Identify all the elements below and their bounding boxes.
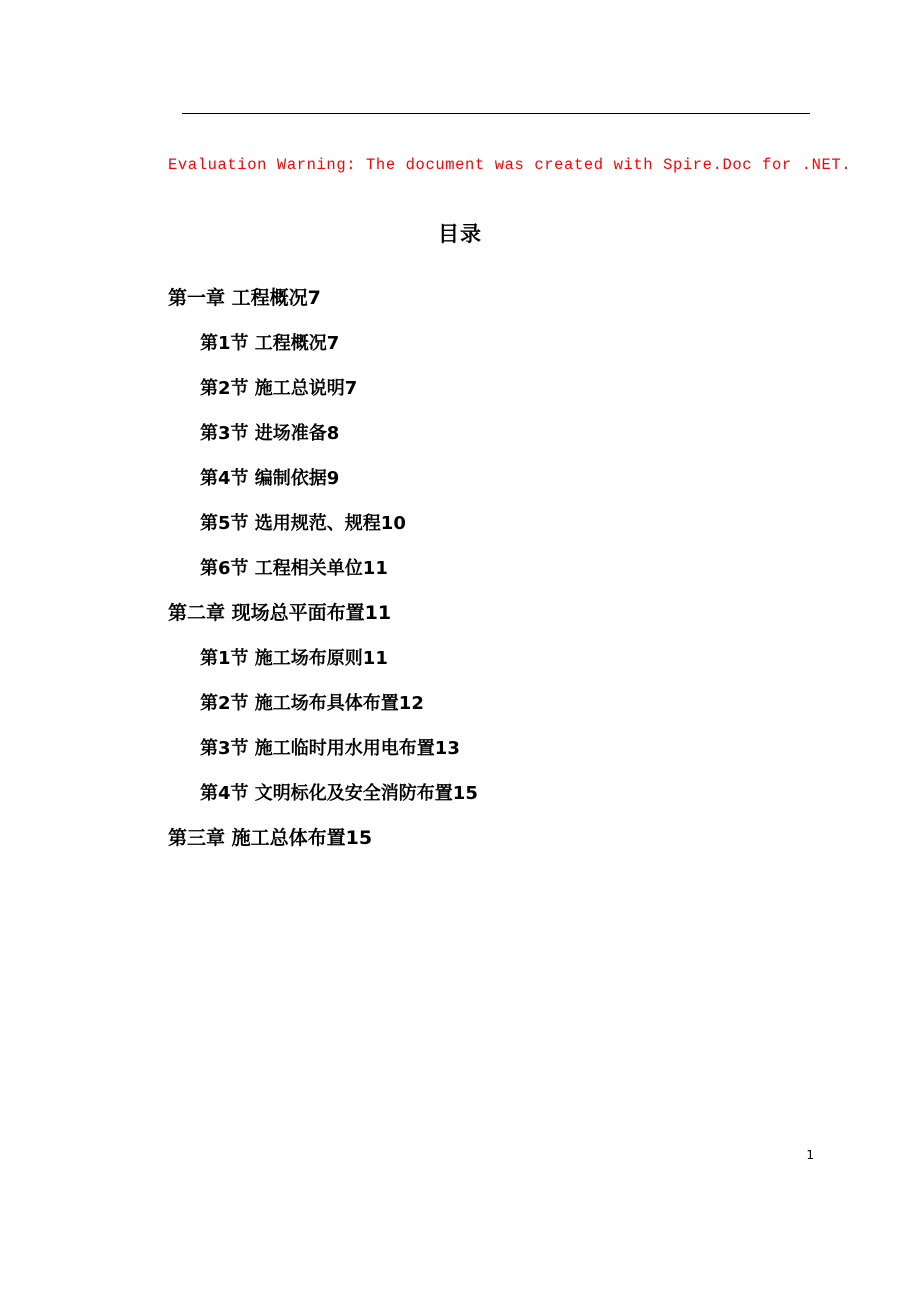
toc-entry-section[interactable]: 第3节 施工临时用水用电布置13	[200, 738, 460, 759]
page-number: 1	[806, 1148, 814, 1162]
toc-entry-section[interactable]: 第4节 编制依据9	[200, 468, 340, 489]
toc-entry-section[interactable]: 第2节 施工场布具体布置12	[200, 693, 424, 714]
toc-entry-chapter[interactable]: 第二章 现场总平面布置11	[168, 602, 392, 624]
table-of-contents-title: 目录	[438, 222, 482, 246]
toc-entry-chapter[interactable]: 第一章 工程概况7	[168, 287, 321, 309]
header-divider	[182, 113, 810, 114]
evaluation-warning-text: Evaluation Warning: The document was created with Spire.Doc for .NET.	[168, 156, 852, 174]
toc-entry-section[interactable]: 第3节 进场准备8	[200, 423, 340, 444]
toc-entry-section[interactable]: 第5节 选用规范、规程10	[200, 513, 406, 534]
table-of-contents	[0, 280, 920, 865]
toc-entry-section[interactable]: 第4节 文明标化及安全消防布置15	[200, 783, 478, 804]
toc-entry-section[interactable]: 第1节 施工场布原则11	[200, 648, 388, 669]
toc-entry-section[interactable]: 第2节 施工总说明7	[200, 378, 358, 399]
toc-entry-section[interactable]: 第6节 工程相关单位11	[200, 558, 388, 579]
toc-entry-section[interactable]: 第1节 工程概况7	[200, 333, 340, 354]
toc-entry-chapter[interactable]: 第三章 施工总体布置15	[168, 827, 373, 849]
